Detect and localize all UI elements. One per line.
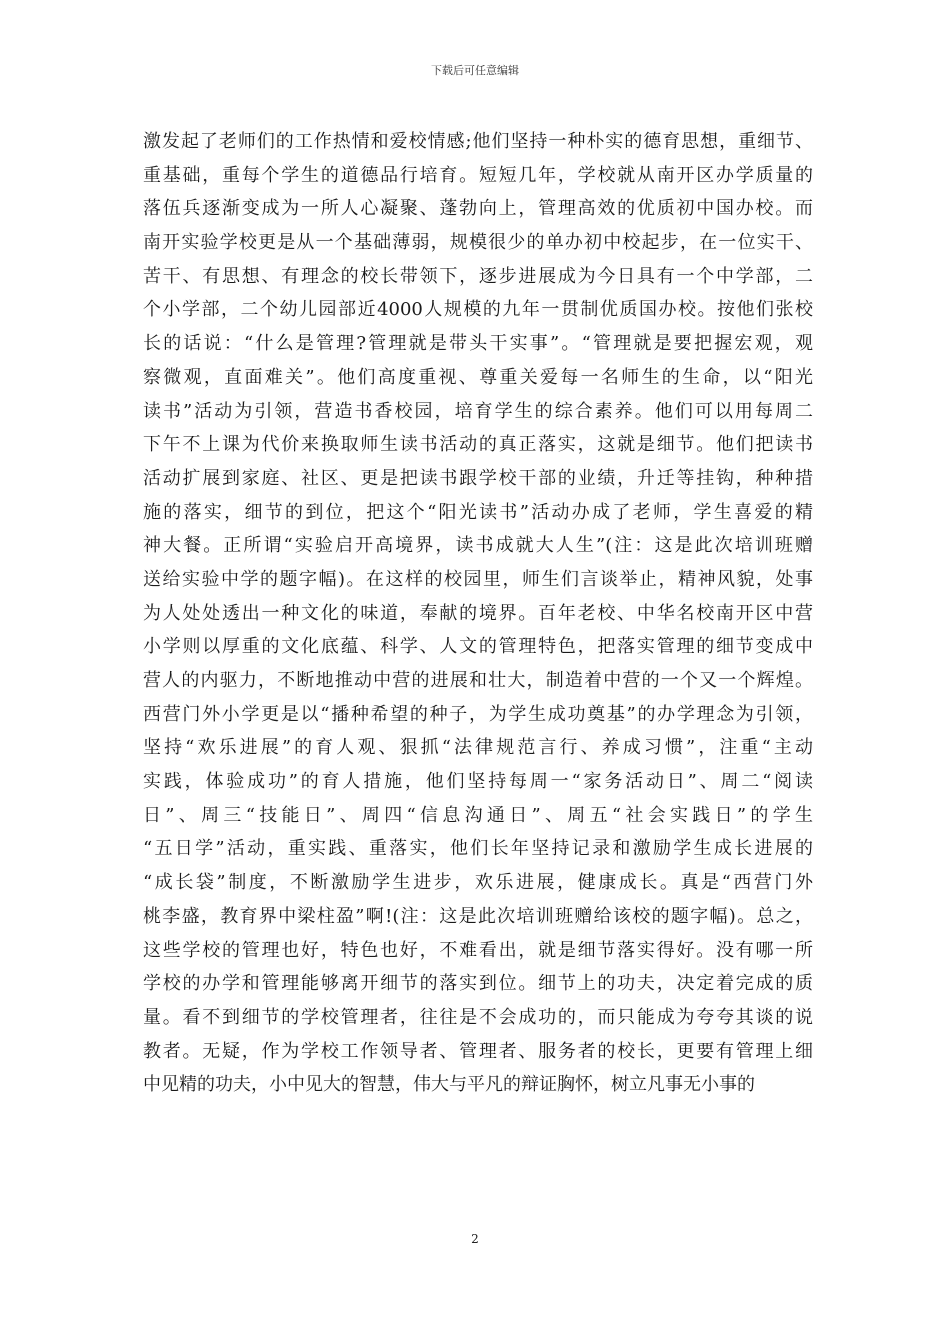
text-line: 这些学校的管理也好，特色也好，不难看出，就是细节落实得好。没有哪一所 xyxy=(143,939,813,961)
text-line: 西营门外小学更是以“播种希望的种子，为学生成功奠基”的办学理念为引领， xyxy=(143,703,813,725)
text-line: 施的落实，细节的到位，把这个“阳光读书”活动办成了老师，学生喜爱的精 xyxy=(143,501,813,523)
text-line: 察微观，直面难关”。他们高度重视、尊重关爱每一名师生的生命，以“阳光 xyxy=(143,366,813,388)
text-line: 量。看不到细节的学校管理者，往往是不会成功的，而只能成为夸夸其谈的说 xyxy=(143,1006,813,1028)
text-line: 落伍兵逐渐变成为一所人心凝聚、蓬勃向上，管理高效的优质初中国办校。而 xyxy=(143,198,813,220)
text-line: “成长袋”制度，不断激励学生进步，欢乐进展，健康成长。真是“西营门外 xyxy=(143,872,813,894)
text-line: 长的话说：“什么是管理?管理就是带头干实事”。“管理就是要把握宏观，观 xyxy=(143,333,813,355)
text-line: 中见精的功夫，小中见大的智慧，伟大与平凡的辩证胸怀，树立凡事无小事的 xyxy=(143,1074,755,1096)
text-line: 学校的办学和管理能够离开细节的落实到位。细节上的功夫，决定着完成的质 xyxy=(143,973,813,995)
text-line: 重基础，重每个学生的道德品行培育。短短几年，学校就从南开区办学质量的 xyxy=(143,164,813,186)
header-text: 下载后可任意编辑 xyxy=(431,64,519,77)
text-line: 坚持“欢乐进展”的育人观、狠抓“法律规范言行、养成习惯”，注重“主动 xyxy=(143,737,813,759)
page-header xyxy=(0,64,950,78)
text-line: 小学则以厚重的文化底蕴、科学、人文的管理特色，把落实管理的细节变成中 xyxy=(143,636,813,658)
text-line: 送给实验中学的题字幅)。在这样的校园里，师生们言谈举止，精神风貌，处事 xyxy=(143,568,813,590)
text-line: 下午不上课为代价来换取师生读书活动的真正落实，这就是细节。他们把读书 xyxy=(143,434,813,456)
text-line: 苦干、有思想、有理念的校长带领下，逐步进展成为今日具有一个中学部，二 xyxy=(143,265,813,287)
text-line: 个小学部，二个幼儿园部近4000人规模的九年一贯制优质国办校。按他们张校 xyxy=(143,299,813,321)
text-line: 实践，体验成功”的育人措施，他们坚持每周一“家务活动日”、周二“阅读 xyxy=(143,771,813,793)
text-line: 营人的内驱力，不断地推动中营的进展和壮大，制造着中营的一个又一个辉煌。 xyxy=(143,670,813,691)
text-line: 神大餐。正所谓“实验启开高境界，读书成就大人生”(注：这是此次培训班赠 xyxy=(143,535,813,557)
text-line: 读书”活动为引领，营造书香校园，培育学生的综合素养。他们可以用每周二 xyxy=(143,400,813,422)
text-line: 桃李盛，教育界中梁柱盈”啊!(注：这是此次培训班赠给该校的题字幅)。总之， xyxy=(143,905,813,927)
page-number-text: 2 xyxy=(471,1232,479,1246)
text-line: 南开实验学校更是从一个基础薄弱，规模很少的单办初中校起步，在一位实干、 xyxy=(143,232,813,254)
text-line: 激发起了老师们的工作热情和爱校情感;他们坚持一种朴实的德育思想，重细节、 xyxy=(143,131,813,152)
body-text xyxy=(143,125,813,1102)
page-number xyxy=(0,1232,950,1246)
text-line: 日”、周三“技能日”、周四“信息沟通日”、周五“社会实践日”的学生 xyxy=(143,804,813,826)
text-line: “五日学”活动，重实践、重落实，他们长年坚持记录和激励学生成长进展的 xyxy=(143,838,813,860)
text-line: 教者。无疑，作为学校工作领导者、管理者、服务者的校长，更要有管理上细 xyxy=(143,1040,813,1062)
text-line: 为人处处透出一种文化的味道，奉献的境界。百年老校、中华名校南开区中营 xyxy=(143,602,813,624)
text-line: 活动扩展到家庭、社区、更是把读书跟学校干部的业绩，升迁等挂钩，种种措 xyxy=(143,467,813,489)
